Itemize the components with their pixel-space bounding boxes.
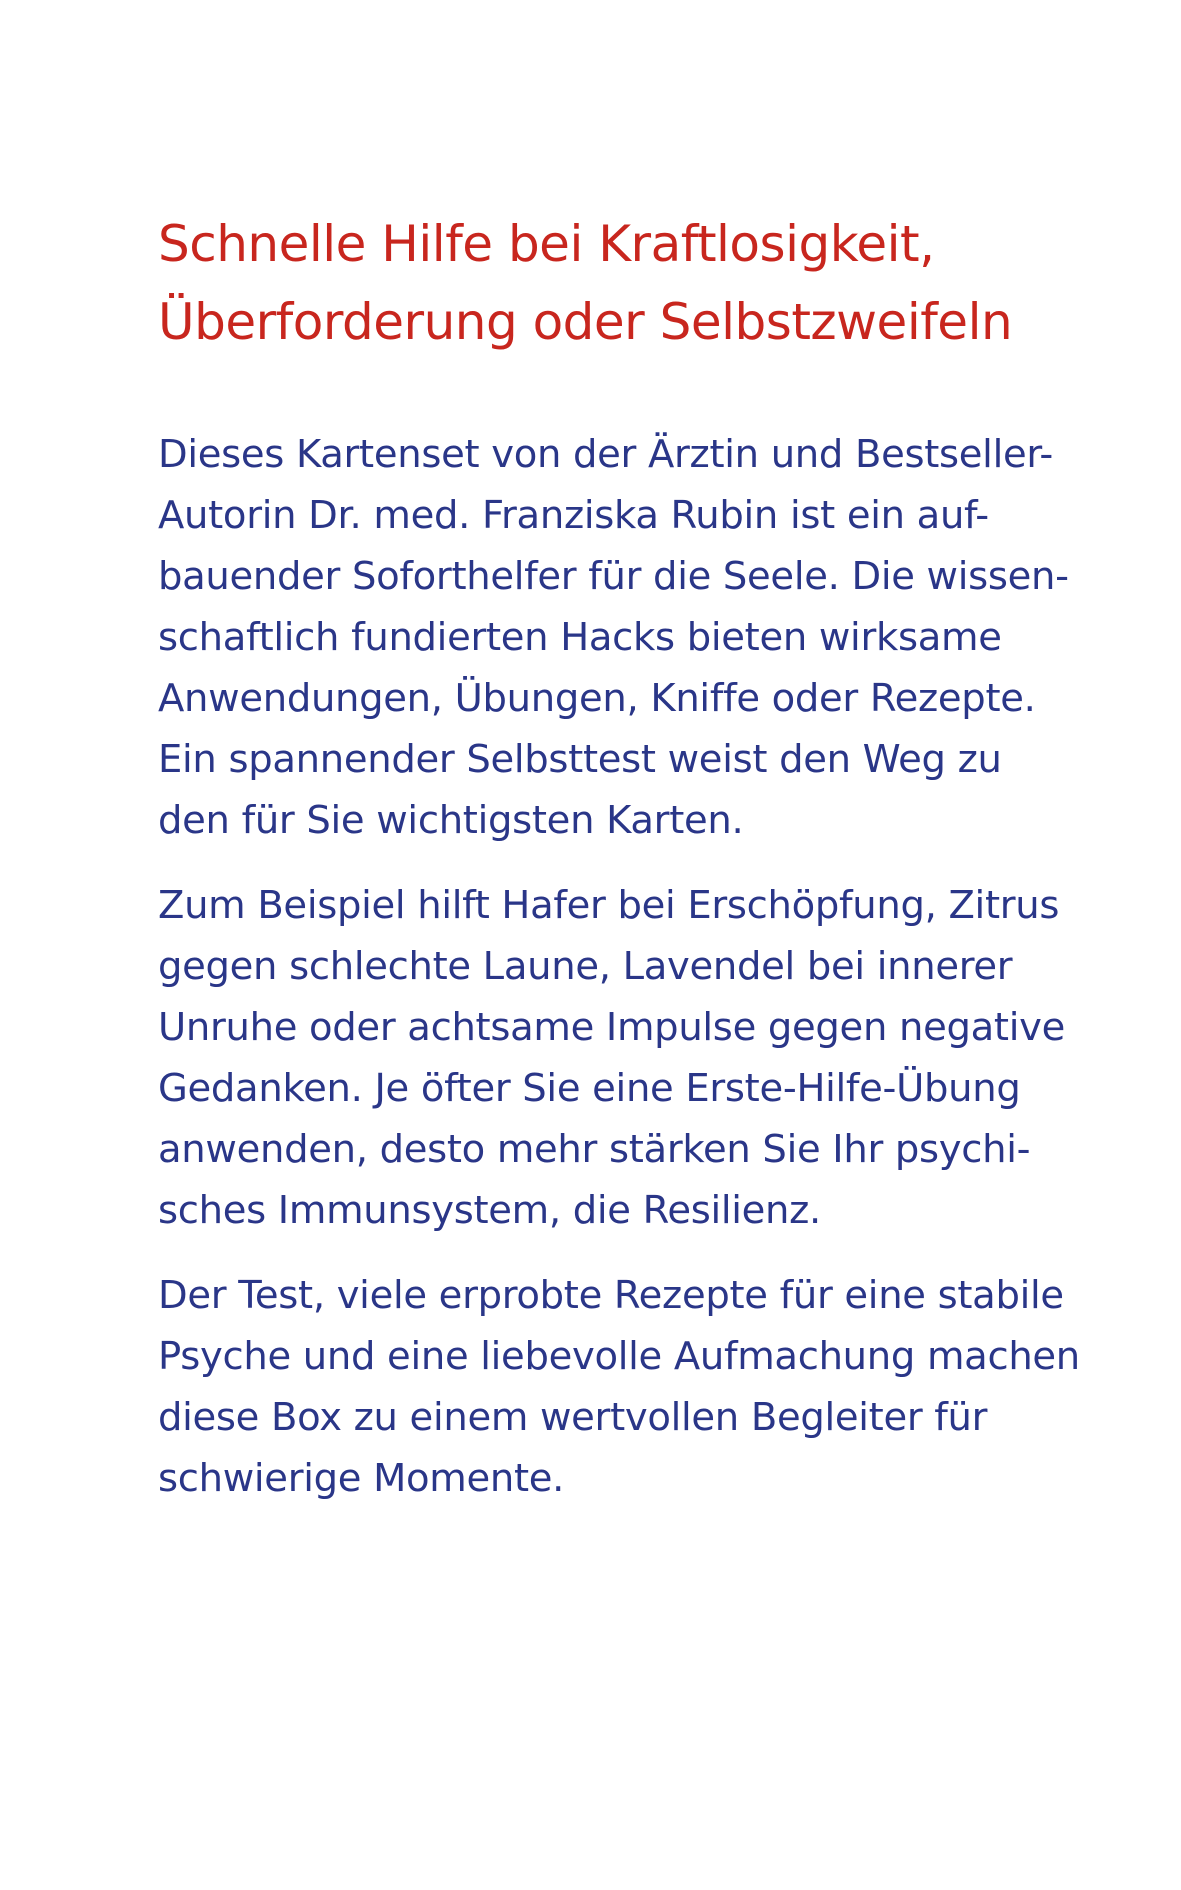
- headline-line: Überforderung oder Selbstzweifeln: [158, 293, 1013, 351]
- text-line: Unruhe oder achtsame Impulse gegen negative: [158, 1005, 1065, 1050]
- text-line: sches Immunsystem, die Resilienz.: [158, 1188, 821, 1233]
- text-line: Zum Beispiel hilft Hafer bei Erschöpfung, Zitrus: [158, 883, 1060, 928]
- text-line: anwenden, desto mehr stärken Sie Ihr psychi-: [158, 1127, 1031, 1172]
- text-line: Psyche und eine liebevolle Aufmachung machen: [158, 1334, 1080, 1379]
- text-line: gegen schlechte Laune, Lavendel bei innerer: [158, 944, 1013, 989]
- text-line: Der Test, viele erprobte Rezepte für eine stabile: [158, 1273, 1064, 1318]
- text-line: Anwendungen, Übungen, Kniffe oder Rezepte.: [158, 676, 1036, 721]
- paragraph-summary: [158, 1265, 1118, 1509]
- text-line: schwierige Momente.: [158, 1456, 565, 1501]
- text-line: Dieses Kartenset von der Ärztin und Bestseller-: [158, 432, 1054, 477]
- text-line: Gedanken. Je öfter Sie eine Erste-Hilfe-Übung: [158, 1066, 1021, 1111]
- headline-line: Schnelle Hilfe bei Kraftlosigkeit,: [158, 215, 935, 273]
- text-line: Ein spannender Selbsttest weist den Weg zu: [158, 737, 1002, 782]
- paragraph-examples: [158, 875, 1118, 1241]
- paragraph-intro: [158, 424, 1118, 851]
- text-line: Autorin Dr. med. Franziska Rubin ist ein auf-: [158, 493, 989, 538]
- text-line: diese Box zu einem wertvollen Begleiter für: [158, 1395, 988, 1440]
- text-line: schaftlich fundierten Hacks bieten wirksame: [158, 615, 1002, 660]
- text-line: bauender Soforthelfer für die Seele. Die wissen-: [158, 554, 1069, 599]
- text-block: [158, 205, 1118, 1533]
- description-body: [158, 424, 1118, 1509]
- text-line: den für Sie wichtigsten Karten.: [158, 798, 744, 843]
- headline: [158, 205, 1118, 361]
